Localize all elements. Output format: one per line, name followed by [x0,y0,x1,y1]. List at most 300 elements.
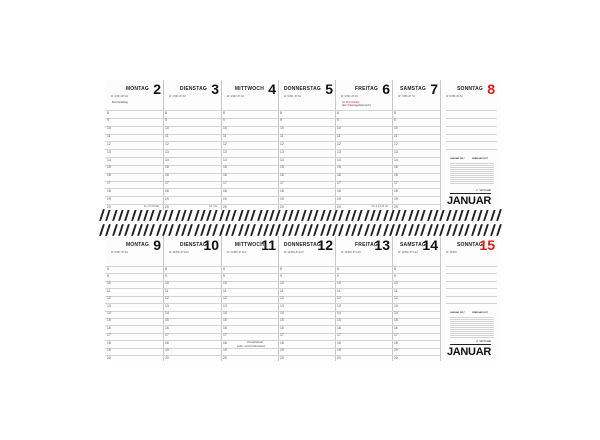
hour-label: 12 [337,141,341,146]
hour-label: 13 [107,149,111,154]
hour-line [105,126,163,127]
spiral-coil [244,209,250,221]
hour-line [105,188,163,189]
hour-label: 11 [280,134,284,138]
hour-line [221,157,278,158]
hour-line [392,196,440,197]
spiral-coil [168,209,174,221]
spiral-coil [149,209,155,221]
hour-label: 8 [394,110,396,115]
hour-line [392,348,440,349]
hour-line [392,134,440,135]
hour-line [335,110,392,111]
hour-label: 8 [337,266,339,271]
day-column[interactable] [105,80,164,210]
spiral-coil [200,224,206,236]
spiral-coil [162,224,168,236]
footer-rule [450,344,491,345]
hour-line [335,118,392,119]
spiral-coil [238,209,244,221]
day-header [163,80,221,108]
spiral-coil [112,209,118,221]
spiral-coil [345,224,351,236]
hour-label: 8 [107,266,109,271]
hour-line [221,266,278,267]
hour-line [392,181,440,182]
hour-label: 9 [280,118,282,123]
hour-label: 8 [394,266,396,271]
hour-line [278,141,335,142]
hour-label: 15 [165,318,169,323]
hour-label: 8 [223,110,225,115]
hour-line [278,126,335,127]
day-name: SONNTAG [456,242,483,248]
hour-line [163,340,221,341]
spiral-coil [483,224,489,236]
mini-calendar-grid [450,162,472,184]
mini-calendar-grid [472,162,494,184]
spiral-coil [143,209,149,221]
hour-line [105,325,163,326]
hour-label: 15 [280,165,284,170]
spiral-coil [332,209,338,221]
mini-calendar-month: JANUAR 2017 [450,311,465,314]
hour-line [278,165,335,166]
day-meta: W. 2/364 JH 2/2 [111,95,129,98]
hour-line [335,273,392,274]
hour-line [163,149,221,150]
hour-line [221,149,278,150]
mini-calendar [450,312,491,342]
hour-label: 15 [394,165,398,170]
hour-line [163,196,221,197]
hour-label: 14 [165,311,169,315]
hour-line [105,110,163,111]
hour-label: 20 [165,355,169,360]
note-line [446,303,497,304]
spiral-coil [156,224,162,236]
hour-label: 18 [394,188,398,193]
month-name: JANUAR [446,195,491,207]
hour-label: 10 [394,126,398,131]
hour-line [278,110,335,111]
hour-line [392,355,440,356]
footer-rule [450,193,491,194]
spiral-coil [395,224,401,236]
hour-label: 10 [165,126,169,131]
spiral-coil [282,224,288,236]
hour-line [278,311,335,312]
day-number: 2 [153,81,161,97]
hour-line [221,288,278,289]
spiral-coil [414,224,420,236]
spiral-coil [389,224,395,236]
hour-line [221,118,278,119]
hour-label: 16 [107,325,111,330]
hour-label: 17 [107,333,111,338]
day-name: DONNERSTAG [283,242,321,248]
hour-label: 10 [107,281,111,286]
hour-line [278,340,335,341]
hour-label: 9 [280,273,282,278]
hour-label: 12 [165,296,169,301]
hour-label: 20 [337,355,341,360]
hour-label: 17 [107,181,111,185]
spiral-coil [357,224,363,236]
hour-line [392,149,440,150]
day-note: (kein Feiertag/österreich) [342,104,371,107]
spiral-coil [225,209,231,221]
hour-line [221,181,278,182]
hour-label: 19 [394,348,398,353]
spiral-coil [427,209,433,221]
mini-calendar-grid [472,316,494,338]
hour-label: 15 [337,165,341,170]
hour-line [221,333,278,334]
hour-label: 9 [394,118,396,123]
hour-label: 14 [337,157,341,162]
hour-line [105,281,163,282]
hour-line [335,333,392,334]
spiral-coil [275,224,281,236]
hour-line [105,118,163,119]
hour-label: 12 [223,296,227,301]
spiral-coil [471,209,477,221]
hour-label: 13 [223,149,227,154]
hour-line [392,273,440,274]
hour-line [335,173,392,174]
hour-line [105,333,163,334]
spiral-coil [275,209,281,221]
hour-label: 16 [223,173,227,178]
hour-line [163,173,221,174]
spiral-binding [100,224,502,236]
spiral-coil [307,209,313,221]
hour-label: 14 [223,311,227,315]
spiral-coil [288,209,294,221]
hour-line [163,266,221,267]
spiral-coil [357,209,363,221]
hour-line [105,318,163,319]
spiral-coil [219,209,225,221]
day-column[interactable] [335,236,393,361]
hour-line [278,173,335,174]
day-note: Berchtoldstag [112,101,128,104]
hour-line [105,273,163,274]
spiral-coil [269,209,275,221]
day-number: 13 [374,237,390,253]
hour-label: 16 [107,173,111,178]
hour-label: 15 [165,165,169,170]
hour-line [221,141,278,142]
hour-line [163,303,221,304]
hour-line [335,126,392,127]
hour-label: 16 [337,173,341,178]
hour-label: 8 [165,266,167,271]
hour-label: 15 [223,165,227,170]
hour-label: 19 [223,348,227,353]
spiral-coil [175,209,181,221]
hour-label: 10 [394,281,398,286]
hour-label: 13 [107,303,111,308]
hour-label: 17 [223,181,227,185]
hour-line [335,311,392,312]
spiral-coil [370,209,376,221]
hour-label: 14 [337,311,341,315]
note-line [446,273,497,274]
spiral-coil [131,209,137,221]
hour-label: 18 [337,188,341,193]
spiral-coil [194,209,200,221]
day-meta: W. 8/358 JH 8/2 [446,95,464,98]
hour-label: 19 [165,348,169,353]
week-page-1 [105,80,497,210]
hour-label: 16 [165,173,169,178]
hour-line [221,318,278,319]
day-meta: W. 13/353 JH 13/2 [341,251,361,254]
hour-label: 12 [280,141,284,146]
day-name: FREITAG [355,86,378,92]
hour-label: 18 [394,340,398,345]
spiral-coil [364,209,370,221]
day-column[interactable] [278,236,336,361]
day-note: Hl. Drei Könige [342,101,360,104]
week-number: 1. WOCHE [476,188,491,192]
hour-label: 9 [394,273,396,278]
spiral-coil [395,209,401,221]
hour-label: 9 [107,118,109,123]
note-line [446,288,497,289]
hour-label: 17 [223,333,227,338]
hour-label: 20 [394,355,398,360]
spiral-coil [257,209,263,221]
hour-line [278,303,335,304]
hour-label: 17 [337,181,341,185]
hour-label: 18 [280,340,284,345]
hour-line [392,165,440,166]
spiral-coil [244,224,250,236]
hour-line [335,340,392,341]
spiral-coil [452,209,458,221]
spiral-coil [383,224,389,236]
hour-line [392,266,440,267]
hour-label: 20 [107,355,111,360]
hour-line [335,281,392,282]
day-header [163,236,221,264]
hour-label: 16 [394,325,398,330]
day-header [335,236,392,264]
hour-line [278,118,335,119]
day-column[interactable] [392,80,441,210]
hour-label: 11 [165,288,169,293]
hour-line [163,288,221,289]
day-column[interactable] [278,80,336,210]
day-column[interactable] [221,236,279,361]
day-header [278,236,335,264]
hour-label: 19 [337,196,341,201]
hour-label: 10 [337,281,341,286]
hour-label: 17 [394,181,398,185]
day-header [221,80,278,108]
spiral-coil [477,209,483,221]
hour-line [163,110,221,111]
hour-label: 8 [337,110,339,115]
day-header [440,236,497,264]
day-number: 10 [203,237,219,253]
hour-label: 13 [394,149,398,154]
hour-label: 13 [165,303,169,308]
day-footer: 11–7/1 M GE [143,205,159,208]
hour-line [278,296,335,297]
hour-line [392,157,440,158]
hour-label: 12 [394,296,398,301]
hour-label: 9 [223,273,225,278]
hour-line [392,296,440,297]
day-header [221,236,278,264]
hour-label: 20 [394,204,398,209]
spiral-coil [471,224,477,236]
day-header [278,80,335,108]
hour-line [335,325,392,326]
spiral-coil [200,209,206,221]
spiral-coil [263,209,269,221]
hour-line [392,340,440,341]
hour-label: 19 [165,196,169,201]
hour-line [278,188,335,189]
spiral-coil [263,224,269,236]
hour-label: 11 [165,134,169,138]
hour-line [278,157,335,158]
spiral-coil [168,224,174,236]
hour-label: 20 [223,355,227,360]
hour-line [392,188,440,189]
spiral-coil [496,209,502,221]
day-number: 9 [153,237,161,253]
day-column[interactable] [221,80,279,210]
spiral-coil [464,224,470,236]
spiral-coil [332,224,338,236]
day-note: Umsatzsteuer [247,340,263,344]
hour-label: 19 [394,196,398,201]
note-line [446,110,497,111]
day-meta: W. 7/359 JH 7/2 [398,95,416,98]
spiral-coil [187,209,193,221]
day-column[interactable] [440,80,497,210]
spiral-coil [433,224,439,236]
hour-line [392,303,440,304]
spiral-coil [137,209,143,221]
hour-line [163,181,221,182]
spiral-coil [408,209,414,221]
spiral-coil [458,224,464,236]
spiral-coil [376,209,382,221]
day-column[interactable] [105,236,164,361]
day-column[interactable] [335,80,393,210]
hour-label: 14 [394,311,398,315]
hour-line [335,188,392,189]
hour-label: 13 [337,303,341,308]
day-name: SAMSTAG [399,86,426,92]
day-name: DIENSTAG [179,86,207,92]
spiral-coil [301,209,307,221]
day-column[interactable] [392,236,441,361]
spiral-coil [269,224,275,236]
hour-line [335,348,392,349]
hour-label: 18 [107,188,111,193]
hour-line [105,134,163,135]
hour-label: 10 [337,126,341,131]
note-line [446,266,497,267]
hour-label: 8 [165,110,167,115]
spiral-coil [458,209,464,221]
day-footer: 21–4 21 21 22 [371,205,388,208]
hour-label: 20 [223,204,227,209]
day-header [392,236,440,264]
spiral-coil [320,224,326,236]
spiral-coil [433,209,439,221]
spiral-coil [206,224,212,236]
day-column[interactable] [163,236,222,361]
hour-line [105,288,163,289]
spiral-coil [282,209,288,221]
hour-line [278,325,335,326]
spiral-coil [294,209,300,221]
spiral-coil [414,209,420,221]
hour-line [221,355,278,356]
hour-line [335,318,392,319]
note-line [446,141,497,142]
spiral-coil [338,224,344,236]
spiral-coil [313,224,319,236]
mini-calendar-month: FEBRUAR 2017 [472,311,489,314]
hour-label: 9 [337,273,339,278]
hour-label: 16 [165,325,169,330]
day-column[interactable] [440,236,497,361]
note-line [446,149,497,150]
day-header [440,80,497,108]
hour-label: 13 [280,149,284,154]
hour-line [105,311,163,312]
hour-label: 14 [394,157,398,162]
spiral-coil [364,224,370,236]
spiral-coil [257,224,263,236]
spiral-coil [187,224,193,236]
hour-label: 18 [165,340,169,345]
hour-line [392,204,440,205]
hour-line [105,165,163,166]
hour-line [105,181,163,182]
spiral-coil [124,224,130,236]
hour-label: 11 [394,134,398,138]
spiral-coil [401,224,407,236]
hour-line [335,149,392,150]
hour-line [335,181,392,182]
hour-line [392,318,440,319]
day-number: 15 [479,237,495,253]
month-name: JANUAR [446,346,491,358]
hour-label: 14 [280,311,284,315]
hour-line [221,281,278,282]
day-number: 7 [430,81,438,97]
day-number: 12 [317,237,333,253]
hour-label: 12 [394,141,398,146]
spiral-coil [175,224,181,236]
hour-line [105,141,163,142]
day-meta: W. 12/354 JH 12/2 [284,251,304,254]
day-column[interactable] [163,80,222,210]
day-header [392,80,440,108]
hour-label: 15 [223,318,227,323]
